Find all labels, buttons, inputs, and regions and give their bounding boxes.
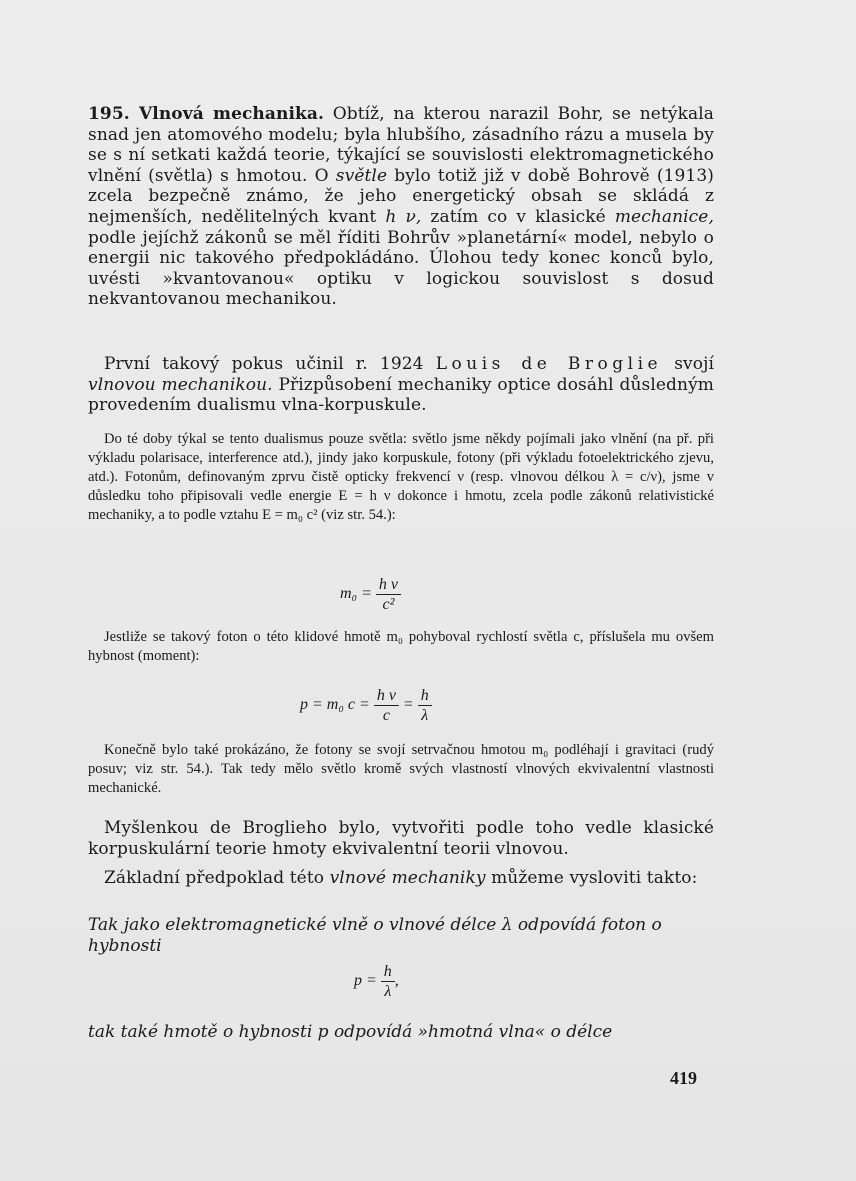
- section-heading: 195. Vlnová mechanika.: [88, 104, 325, 124]
- author-name: Louis de Broglie: [435, 354, 663, 374]
- formula-photon-momentum: p = $\frac{h}{\lambda}$ ,: [354, 963, 399, 1000]
- definition-1: Tak jako elektromagnetické vlně o vlnové délce λ odpovídá foton o hybnosti: [88, 915, 662, 956]
- paragraph-intro: 195. Vlnová mechanika. Obtíž, na kterou narazil Bohr, se netýkala snad jen atomového modelu; byla hlubšího, zásadního rázu a musela by se s ní setkati každá teorie, týkající se souvislosti elektromagnetického vlnění (světla) s hmotou. O světle bylo totiž již v době Bohrově (1913) zcela bezpečně známo, že jeho energetický obsah se skládá z nejmenších, nedělitelných kvant h ν, zatím co v klasické mechanice, podle jejíchž zákonů se měl říditi Bohrův »planetární« model, nebylo o energii nic takového předpokládáno. Úlohou tedy konec konců bylo, uvésti »kvantovanou« optiku v logickou souvislost s dosud nekvantovanou mechanikou.: [88, 104, 714, 310]
- small-paragraph-1: Do té doby týkal se tento dualismus pouze světla: světlo jsme někdy pojímali jako vlnění (na př. při výkladu polarisace, interference atd.), jindy jako korpuskule, fotony (při výkladu fotoelektrického zjevu, atd.). Fotonům, definovaným zprvu čistě opticky frekvencí ν (resp. vlnovou délkou λ = c/ν), jsme v důsledku toho připisovali vedle energie E = h ν dokonce i hmotu, zcela podle zákonů relativistické mechaniky, a to podle vztahu E = m₀ c² (viz str. 54.):: [88, 431, 714, 523]
- formula-momentum: p = m₀ c = $\frac{\text{h ν}}{c}$ = $\frac{h}{\lambda}$: [300, 686, 432, 725]
- formula-mass: m₀ = $\frac{\text{h ν}}{\text{c²}}$: [340, 575, 401, 614]
- page-number: 419: [670, 1068, 697, 1088]
- paragraph-assumption: Základní předpoklad této vlnové mechaniky můžeme vysloviti takto:: [104, 868, 698, 888]
- small-paragraph-3: Konečně bylo také prokázáno, že fotony se svojí setrvačnou hmotou m₀ podléhají i gravitaci (rudý posuv; viz str. 54.). Tak tedy mělo světlo kromě svých vlastností vlnových ekvivalentní vlastnosti mechanické.: [88, 742, 714, 796]
- small-paragraph-2: Jestliže se takový foton o této klidové hmotě m₀ pohyboval rychlostí světla c, příslušela mu ovšem hybnost (moment):: [88, 629, 714, 664]
- paragraph-de-broglie: První takový pokus učinil r. 1924 Louis de Broglie svojí vlnovou mechanikou. Přizpůsobení mechaniky optice dosáhl důsledným provedením dualismu vlna-korpuskule.: [88, 354, 714, 416]
- definition-2: tak také hmotě o hybnosti p odpovídá »hmotná vlna« o délce: [88, 1022, 613, 1042]
- paragraph-idea: Myšlenkou de Broglieho bylo, vytvořiti podle toho vedle klasické korpuskulární teorie hmoty ekvivalentní teorii vlnovou.: [88, 818, 714, 859]
